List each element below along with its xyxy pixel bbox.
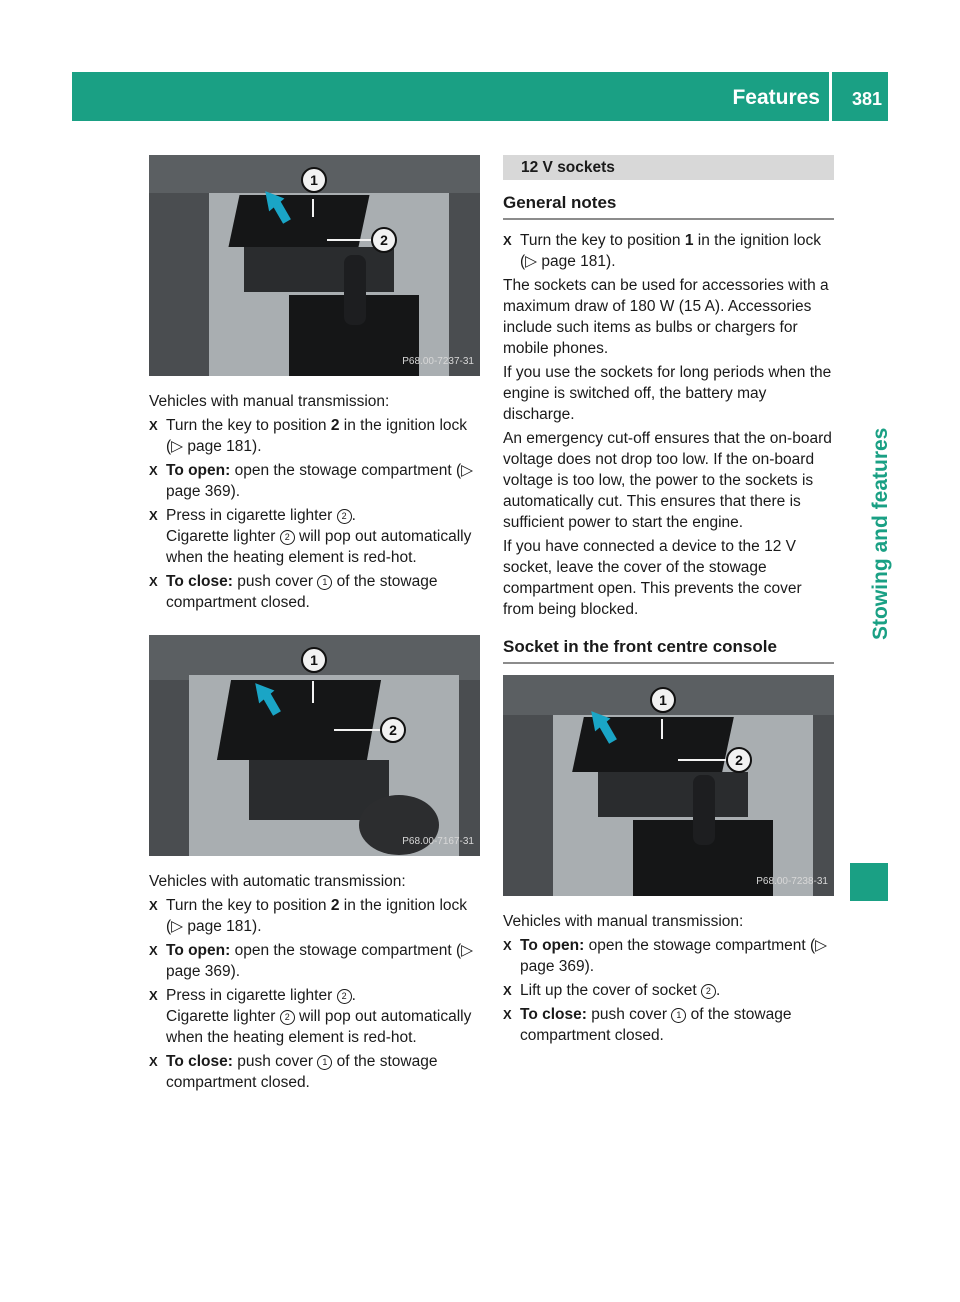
instruction-step: X To open: open the stowage compartment (▷ page 369). (149, 942, 474, 980)
instruction-step: X To open: open the stowage compartment (▷ page 369). (503, 937, 828, 975)
callout-ref: 1 (671, 1008, 686, 1023)
callout-1: 1 (650, 687, 676, 713)
callout-ref: 2 (280, 1010, 295, 1025)
paragraph: If you have connected a device to the 12 V socket, leave the cover of the stowage compartment open. This prevents the cover from being blocked. (503, 538, 802, 618)
caption: Vehicles with manual transmission: (149, 393, 390, 410)
step-marker: X (503, 983, 512, 998)
callout-2: 2 (371, 227, 397, 253)
caption: Vehicles with automatic transmission: (149, 873, 406, 890)
callout-2: 2 (726, 747, 752, 773)
instruction-step: X Turn the key to position 1 in the ignition lock (▷ page 181). (503, 232, 822, 270)
callout-ref: 1 (317, 575, 332, 590)
callout-2: 2 (380, 717, 406, 743)
callout-ref: 2 (337, 989, 352, 1004)
header-separator (829, 72, 832, 121)
paragraph: The sockets can be used for accessories with a maximum draw of 180 W (15 A). Accessories include such items as bulbs or chargers for mobile phones. (503, 277, 829, 357)
instruction-step: X Lift up the cover of socket 2 . (503, 982, 721, 999)
step-marker: X (149, 508, 158, 523)
instruction-step: X Turn the key to position 2 in the ignition lock (▷ page 181). (149, 417, 468, 455)
right-column (503, 155, 834, 1046)
caption: Vehicles with manual transmission: (503, 913, 744, 930)
subsection-heading: Socket in the front centre console (503, 636, 834, 664)
callout-ref: 2 (337, 509, 352, 524)
callout-1: 1 (301, 647, 327, 673)
instruction-step: X To open: open the stowage compartment (▷ page 369). (149, 462, 474, 500)
instruction-step: X Press in cigarette lighter 2 . Cigarette lighter 2 will pop out automatically when the heating element is red-hot. (149, 987, 472, 1046)
step-marker: X (149, 898, 158, 913)
callout-1: 1 (301, 167, 327, 193)
instruction-step: X Turn the key to position 2 in the ignition lock (▷ page 181). (149, 897, 468, 935)
step-marker: X (149, 943, 158, 958)
side-tab-marker (850, 863, 888, 901)
side-tab-label: Stowing and features (869, 427, 892, 640)
paragraph: An emergency cut-off ensures that the on-board voltage does not drop too low. If the on-board voltage is too low, the power to the sockets is automatically cut. This ensures that there is sufficient power to start the engine. (503, 430, 832, 531)
page-number: 381 (851, 89, 882, 109)
step-marker: X (149, 574, 158, 589)
paragraph: If you use the sockets for long periods when the engine is switched off, the battery may discharge. (503, 364, 832, 423)
step-marker: X (149, 418, 158, 433)
photo-front-centre-console (503, 675, 834, 896)
step-marker: X (503, 938, 512, 953)
instruction-step: X To close: push cover 1 of the stowage compartment closed. (149, 1053, 438, 1091)
header-title: Features (732, 86, 820, 109)
image-code: P68.00-7237-31 (402, 356, 474, 367)
image-code: P68.00-7167-31 (402, 836, 474, 847)
callout-ref: 2 (701, 984, 716, 999)
section-heading: 12 V sockets (503, 155, 834, 180)
callout-ref: 1 (317, 1055, 332, 1070)
subsection-heading: General notes (503, 192, 834, 220)
step-marker: X (149, 988, 158, 1003)
photo-automatic-console (149, 635, 480, 856)
instruction-step: X To close: push cover 1 of the stowage compartment closed. (503, 1006, 792, 1044)
step-marker: X (503, 233, 512, 248)
instruction-step: X Press in cigarette lighter 2 . Cigarette lighter 2 will pop out automatically when the heating element is red-hot. (149, 507, 472, 566)
photo-manual-console (149, 155, 480, 376)
instruction-step: X To close: push cover 1 of the stowage compartment closed. (149, 573, 438, 611)
header-bar (72, 72, 888, 121)
image-code: P68.00-7238-31 (756, 876, 828, 887)
callout-ref: 2 (280, 530, 295, 545)
step-marker: X (149, 463, 158, 478)
step-marker: X (149, 1054, 158, 1069)
step-marker: X (503, 1007, 512, 1022)
left-column (149, 155, 481, 1093)
